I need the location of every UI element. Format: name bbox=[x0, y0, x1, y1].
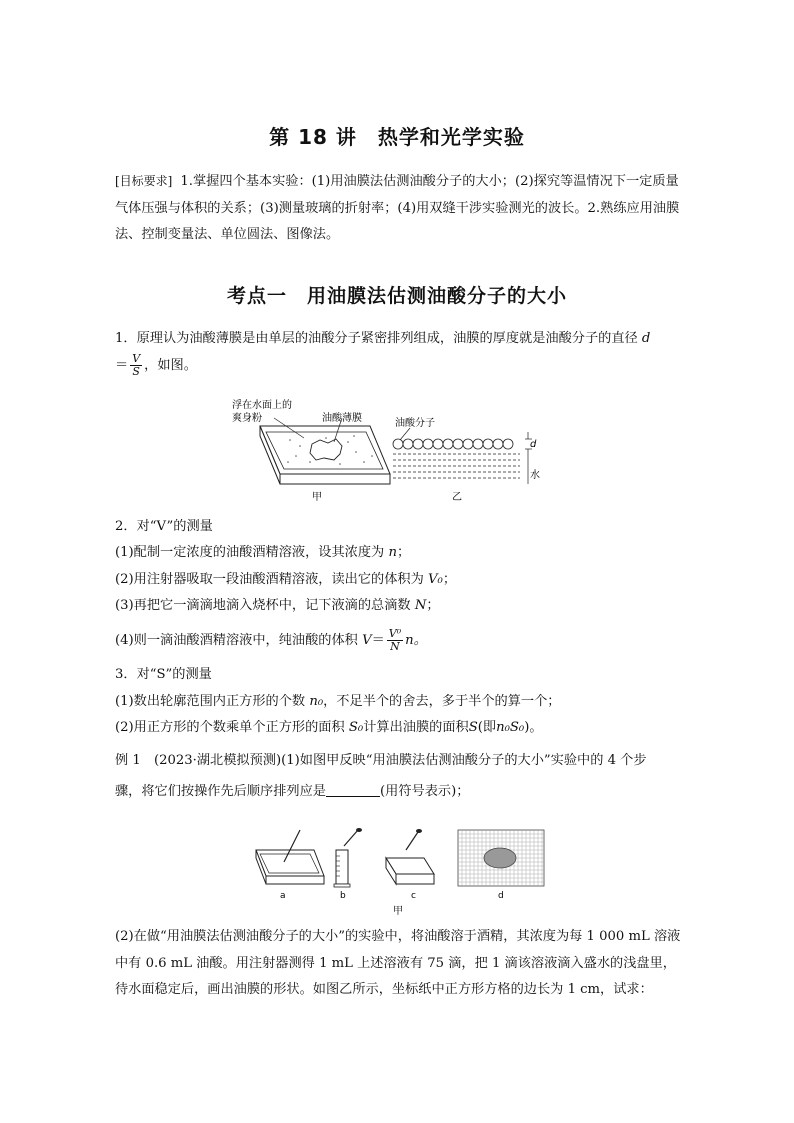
step-b-illustration bbox=[334, 828, 362, 901]
label-d: d bbox=[530, 439, 537, 450]
item2-step2 bbox=[115, 570, 456, 590]
goal-label: [目标要求] bbox=[115, 174, 173, 188]
step-c-illustration bbox=[386, 829, 434, 901]
item2-step4 bbox=[115, 628, 427, 653]
item2-step4-eq: ＝ bbox=[371, 633, 385, 648]
tray-illustration bbox=[232, 398, 390, 503]
item1-var-d: d bbox=[641, 331, 651, 346]
label-powder-2: 爽身粉 bbox=[232, 413, 262, 424]
label-oil-film: 油酸薄膜 bbox=[322, 413, 362, 424]
oil-film-shape bbox=[484, 848, 516, 868]
caption-jia: 甲 bbox=[312, 492, 322, 503]
item2-step1 bbox=[115, 543, 410, 563]
part2-paragraph: (2)在做“用油膜法估测油酸分子的大小”的实验中，将油酸溶于酒精，其浓度为每 1 000 mL 溶液中有 0.6 mL 油酸。用注射器测得 1 mL 上述溶液有 75 滴，把 1 滴该溶液滴入盛水的浅盘里，待水面稳定后，画出油膜的形状。如图乙所示，坐标纸中正方形方格的边长为 1 cm，试求： bbox=[115, 929, 681, 997]
item1-eq-suffix: ，如图。 bbox=[144, 357, 197, 373]
item1-frac-den: S bbox=[132, 364, 140, 378]
goal-text: 1.掌握四个基本实验：(1)用油膜法估测油酸分子的大小；(2)探究等温情况下一定质量气体压强与体积的关系；(3)测量玻璃的折射率；(4)用双缝干涉实验测光的波长。2.熟练应用油膜法、控制变量法、单位圆法、图像法。 bbox=[115, 174, 680, 242]
item3-step2-end: )。 bbox=[524, 720, 543, 735]
item1-paragraph bbox=[115, 326, 681, 379]
item3-title: 3．对“S”的测量 bbox=[115, 667, 212, 682]
lesson-title: 第 18 讲 热学和光学实验 bbox=[269, 125, 525, 149]
answer-blank[interactable] bbox=[326, 782, 380, 797]
label-d-step: d bbox=[498, 891, 504, 901]
item3-step2 bbox=[115, 718, 543, 738]
item3-step1-text: (1)数出轮廓范围内正方形的个数 bbox=[115, 694, 306, 709]
item3-step1-post: ，不足半个的舍去，多于半个的算一个； bbox=[323, 694, 561, 709]
item2-step4-tail: n。 bbox=[405, 633, 427, 648]
item2-step2-post: ； bbox=[442, 572, 457, 587]
item3-step2-var: S₀ bbox=[348, 720, 364, 735]
item2-title: 2．对“V”的测量 bbox=[115, 519, 213, 534]
item2-step1-post: ； bbox=[396, 545, 411, 560]
water-lines bbox=[393, 454, 520, 478]
label-b: b bbox=[340, 891, 346, 901]
caption-jia-2: 甲 bbox=[393, 906, 403, 917]
item1-text: 1．原理认为油酸薄膜是由单层的油酸分子紧密排列组成，油膜的厚度就是油酸分子的直径 bbox=[115, 331, 638, 346]
item3-step2-mid: 计算出油膜的面积 bbox=[363, 720, 469, 735]
item3-step2-var2: S bbox=[468, 720, 478, 735]
item2-step4-text: (4)则一滴油酸酒精溶液中，纯油酸的体积 bbox=[115, 633, 358, 648]
label-oil-molecule: 油酸分子 bbox=[395, 418, 435, 429]
label-powder-1: 浮在水面上的 bbox=[232, 400, 292, 411]
molecule-illustration bbox=[393, 416, 540, 503]
item3-step1 bbox=[115, 692, 560, 712]
step-d-illustration bbox=[458, 830, 544, 901]
item2-step4-den: N bbox=[390, 640, 400, 653]
section-title: 考点一 用油膜法估测油酸分子的大小 bbox=[226, 285, 567, 307]
example-line1: 例 1 (2023·湖北模拟预测)(1)如图甲反映“用油膜法估测油酸分子的大小”实验中的 4 个步 bbox=[115, 753, 647, 768]
item3-step2-text: (2)用正方形的个数乘单个正方形的面积 bbox=[115, 720, 345, 735]
example-line2-text: 骤，将它们按操作先后顺序排列应是 bbox=[115, 784, 326, 799]
figure-oil-film bbox=[230, 396, 570, 508]
item2-step2-text: (2)用注射器吸取一段油酸酒精溶液，读出它的体积为 bbox=[115, 572, 424, 587]
step-a-illustration bbox=[256, 830, 324, 901]
molecule-row bbox=[393, 439, 513, 449]
item2-step2-var: V₀ bbox=[428, 572, 443, 587]
item2-step3 bbox=[115, 596, 440, 616]
item2-step4-num: V⁰ bbox=[388, 627, 402, 640]
item1-eq: ＝ bbox=[115, 357, 129, 373]
item2-step3-post: ； bbox=[426, 598, 440, 613]
item1-fraction bbox=[130, 353, 142, 378]
item2-step3-text: (3)再把它一滴滴地滴入烧杯中，记下液滴的总滴数 bbox=[115, 598, 411, 613]
label-water: 水 bbox=[530, 470, 540, 481]
caption-yi: 乙 bbox=[452, 492, 462, 503]
item2-step3-var: N bbox=[414, 598, 427, 613]
label-c: c bbox=[411, 891, 416, 901]
item3-step2-var3: n₀S₀ bbox=[496, 720, 525, 735]
label-a: a bbox=[280, 891, 286, 901]
goal-paragraph bbox=[115, 168, 681, 249]
example-line2-post: (用符号表示)； bbox=[380, 784, 470, 799]
example-line2 bbox=[115, 782, 469, 802]
item2-step4-fraction bbox=[387, 628, 403, 653]
item2-step4-var: V bbox=[362, 633, 372, 648]
item2-step1-text: (1)配制一定浓度的油酸酒精溶液，设其浓度为 bbox=[115, 545, 385, 560]
item3-step1-var: n₀ bbox=[309, 694, 324, 709]
item2-step1-var: n bbox=[388, 545, 397, 560]
figure-steps bbox=[248, 828, 548, 920]
item3-step2-post: (即 bbox=[477, 720, 497, 735]
item1-frac-num: V bbox=[132, 351, 141, 365]
